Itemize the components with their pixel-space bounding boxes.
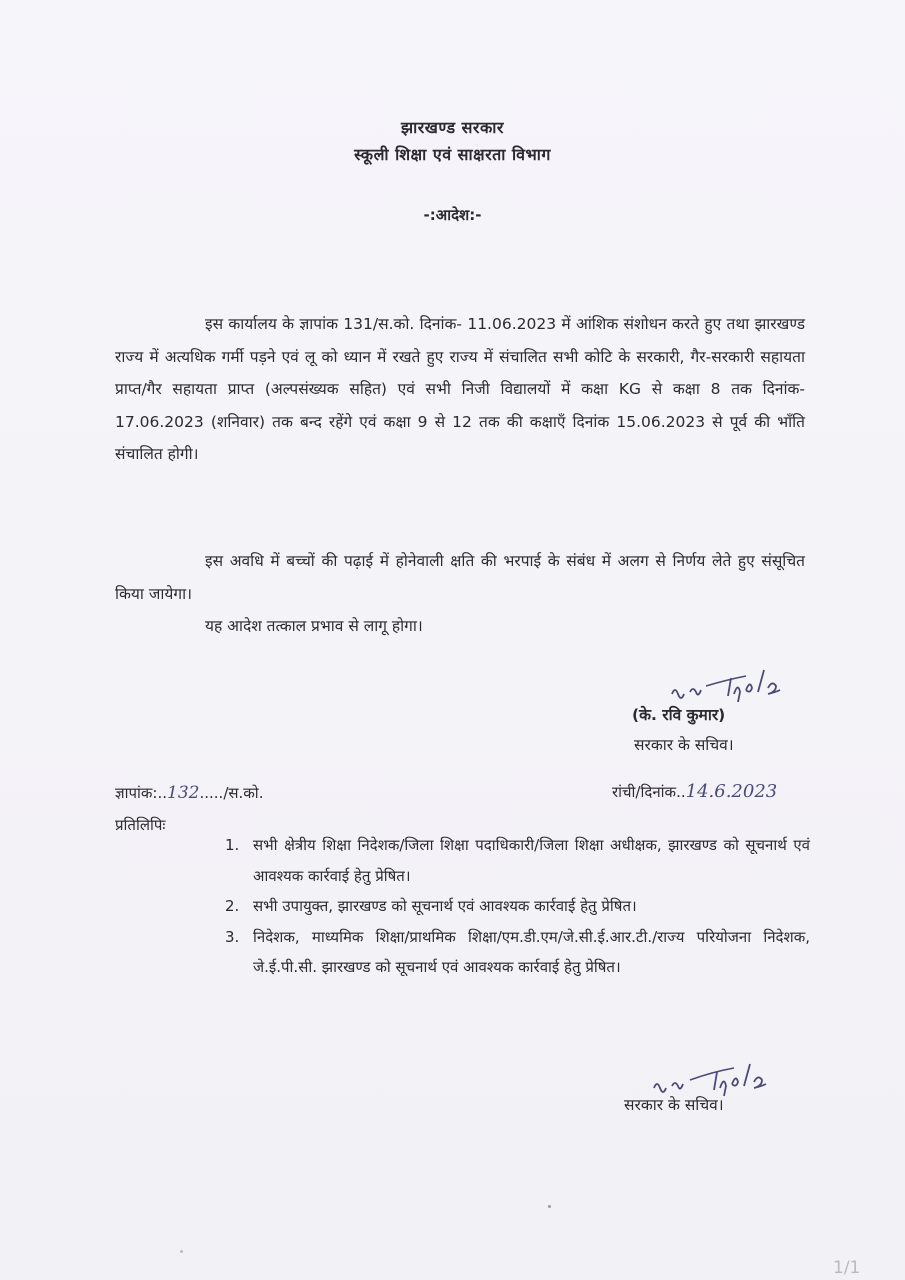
paper-speck: [548, 1205, 551, 1208]
copy-label: प्रतिलिपिः: [115, 816, 166, 834]
handwritten-initials-2: [650, 1058, 790, 1098]
govt-heading: झारखण्ड सरकार: [401, 118, 504, 137]
date-handwritten: 14.6.2023: [685, 781, 778, 802]
place-date-line: रांची/दिनांक..14.6.2023: [612, 781, 778, 802]
memo-suffix: /स.को.: [223, 784, 264, 802]
memo-label: ज्ञापांक:: [115, 784, 158, 802]
signature-block-2: सरकार के सचिव।: [624, 1096, 724, 1114]
signatory-name: (के. रवि कुमार): [632, 706, 726, 724]
distribution-item: 2. सभी उपायुक्त, झारखण्ड को सूचनार्थ एवं आवश्यक कार्रवाई हेतु प्रेषित।: [225, 897, 637, 915]
order-paragraph-2: इस अवधि में बच्चों की पढ़ाई में होनेवाली क्षति की भरपाई के संबंध में अलग से निर्णय लेते हुए संसूचित किया जायेगा।: [115, 552, 805, 603]
page-indicator: 1/1: [833, 1258, 861, 1278]
distribution-item: 1. सभी क्षेत्रीय शिक्षा निदेशक/जिला शिक्षा पदाधिकारी/जिला शिक्षा अधीक्षक, झारखण्ड को सूचनार्थ एवं आवश्यक कार्रवाई हेतु प्रेषित।: [225, 836, 810, 885]
order-paragraph-3: यह आदेश तत्काल प्रभाव से लागू होगा।: [205, 617, 423, 635]
signatory-title: सरकार के सचिव।: [634, 736, 734, 754]
memo-number-handwritten: 132: [167, 783, 200, 803]
order-title: -:आदेश:-: [423, 206, 482, 224]
distribution-list: [225, 830, 810, 983]
place-date-label: रांची/दिनांक: [612, 783, 677, 801]
order-paragraph-1: इस कार्यालय के ज्ञापांक 131/स.को. दिनांक- 11.06.2023 में आंशिक संशोधन करते हुए तथा झारखण्ड राज्य में अत्यधिक गर्मी पड़ने एवं लू को ध्यान में रखते हुए राज्य में संचालित सभी कोटि के सरकारी, गैर-सरकारी सहायता प्राप्त/गैर सहायता प्राप्त (अल्पसंख्यक सहित) एवं सभी निजी विद्यालयों में कक्षा KG से कक्षा 8 तक दिनांक- 17.06.2023 (शनिवार) तक बन्द रहेंगे एवं कक्षा 9 से 12 तक की कक्षाएँ दिनांक 15.06.2023 से पूर्व की भाँति संचालित होगी।: [115, 315, 805, 463]
signature-block-1: [632, 700, 734, 760]
distribution-item: 3. निदेशक, माध्यमिक शिक्षा/प्राथमिक शिक्षा/एम.डी.एम/जे.सी.ई.आर.टी./राज्य परियोजना निदेशक, जे.ई.पी.सी. झारखण्ड को सूचनार्थ एवं आवश्यक कार्रवाई हेतु प्रेषित।: [225, 927, 810, 976]
department-heading: स्कूली शिक्षा एवं साक्षरता विभाग: [354, 145, 551, 164]
memo-number-line: ज्ञापांक:..132...../स.को.: [115, 783, 264, 803]
paper-speck: [180, 1250, 183, 1253]
